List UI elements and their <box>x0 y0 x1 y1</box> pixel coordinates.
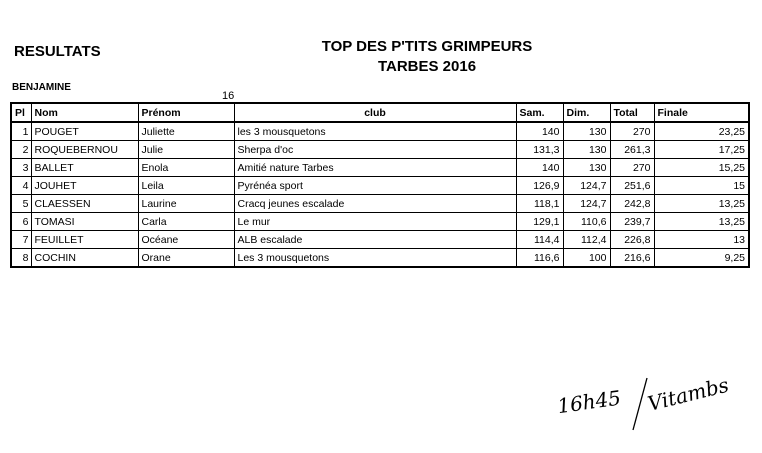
cell-total: 239,7 <box>610 213 654 231</box>
cell-total: 242,8 <box>610 195 654 213</box>
cell-finale: 17,25 <box>654 141 749 159</box>
event-title-line2: TARBES 2016 <box>377 58 477 75</box>
cell-dim: 130 <box>563 141 610 159</box>
cell-pl: 1 <box>11 122 31 141</box>
cell-sam: 116,6 <box>516 249 563 268</box>
cell-prenom: Laurine <box>138 195 234 213</box>
cell-total: 270 <box>610 159 654 177</box>
col-header-pl: Pl <box>11 103 31 122</box>
col-header-finale: Finale <box>654 103 749 122</box>
cell-dim: 124,7 <box>563 177 610 195</box>
cell-nom: TOMASI <box>31 213 138 231</box>
cell-total: 261,3 <box>610 141 654 159</box>
cell-pl: 2 <box>11 141 31 159</box>
cell-total: 270 <box>610 122 654 141</box>
results-table <box>10 102 750 268</box>
table-row <box>11 122 749 141</box>
event-title <box>262 37 592 77</box>
category-label: BENJAMINE <box>12 82 71 93</box>
cell-total: 226,8 <box>610 231 654 249</box>
cell-dim: 100 <box>563 249 610 268</box>
cell-sam: 131,3 <box>516 141 563 159</box>
cell-club: Cracq jeunes escalade <box>234 195 516 213</box>
cell-finale: 13 <box>654 231 749 249</box>
cell-pl: 3 <box>11 159 31 177</box>
table-row <box>11 141 749 159</box>
cell-sam: 129,1 <box>516 213 563 231</box>
cell-dim: 110,6 <box>563 213 610 231</box>
cell-dim: 112,4 <box>563 231 610 249</box>
cell-nom: JOUHET <box>31 177 138 195</box>
col-header-dim: Dim. <box>563 103 610 122</box>
table-row <box>11 177 749 195</box>
cell-sam: 114,4 <box>516 231 563 249</box>
cell-club: Amitié nature Tarbes <box>234 159 516 177</box>
cell-club: Le mur <box>234 213 516 231</box>
cell-sam: 140 <box>516 159 563 177</box>
col-header-club: club <box>234 103 516 122</box>
cell-club: Les 3 mousquetons <box>234 249 516 268</box>
cell-prenom: Leila <box>138 177 234 195</box>
cell-pl: 6 <box>11 213 31 231</box>
cell-pl: 4 <box>11 177 31 195</box>
cell-nom: POUGET <box>31 122 138 141</box>
cell-nom: ROQUEBERNOU <box>31 141 138 159</box>
cell-finale: 15 <box>654 177 749 195</box>
cell-nom: FEUILLET <box>31 231 138 249</box>
cell-finale: 13,25 <box>654 213 749 231</box>
cell-sam: 118,1 <box>516 195 563 213</box>
cell-dim: 130 <box>563 159 610 177</box>
col-header-sam: Sam. <box>516 103 563 122</box>
signature <box>555 350 755 440</box>
cell-dim: 130 <box>563 122 610 141</box>
table-row <box>11 231 749 249</box>
results-heading: RESULTATS <box>14 43 101 60</box>
cell-prenom: Orane <box>138 249 234 268</box>
cell-club: Sherpa d'oc <box>234 141 516 159</box>
cell-prenom: Julie <box>138 141 234 159</box>
table-row <box>11 159 749 177</box>
signature-time: 16h45 <box>555 385 623 419</box>
cell-prenom: Juliette <box>138 122 234 141</box>
cell-sam: 126,9 <box>516 177 563 195</box>
event-title-line1: TOP DES P'TITS GRIMPEURS <box>321 38 533 55</box>
cell-club: les 3 mousquetons <box>234 122 516 141</box>
table-row <box>11 195 749 213</box>
signature-name: Vitambs <box>645 372 732 416</box>
cell-pl: 8 <box>11 249 31 268</box>
cell-finale: 23,25 <box>654 122 749 141</box>
cell-prenom: Océane <box>138 231 234 249</box>
cell-prenom: Enola <box>138 159 234 177</box>
table-row <box>11 213 749 231</box>
table-header-row <box>11 103 749 122</box>
cell-pl: 5 <box>11 195 31 213</box>
col-header-prenom: Prénom <box>138 103 234 122</box>
signature-stroke <box>633 378 647 430</box>
cell-finale: 13,25 <box>654 195 749 213</box>
cell-total: 251,6 <box>610 177 654 195</box>
cell-dim: 124,7 <box>563 195 610 213</box>
cell-finale: 15,25 <box>654 159 749 177</box>
cell-prenom: Carla <box>138 213 234 231</box>
cell-total: 216,6 <box>610 249 654 268</box>
cell-nom: CLAESSEN <box>31 195 138 213</box>
table-row <box>11 249 749 268</box>
cell-nom: BALLET <box>31 159 138 177</box>
col-header-nom: Nom <box>31 103 138 122</box>
participant-count: 16 <box>222 90 235 102</box>
cell-club: Pyrénéa sport <box>234 177 516 195</box>
cell-pl: 7 <box>11 231 31 249</box>
cell-club: ALB escalade <box>234 231 516 249</box>
cell-finale: 9,25 <box>654 249 749 268</box>
col-header-total: Total <box>610 103 654 122</box>
cell-sam: 140 <box>516 122 563 141</box>
cell-nom: COCHIN <box>31 249 138 268</box>
